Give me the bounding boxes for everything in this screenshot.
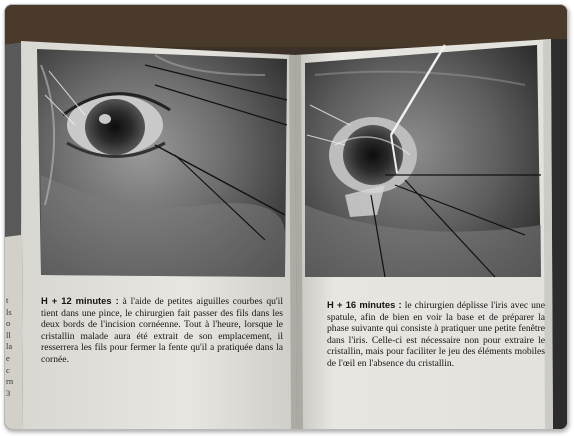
right-caption-heading: H + 16 minutes :: [327, 299, 402, 310]
margin-line: t: [6, 295, 9, 305]
right-page-caption: [327, 299, 545, 370]
margin-line: c: [6, 364, 10, 375]
previous-page-margin-text: [6, 295, 20, 399]
margin-line: ls: [6, 306, 12, 317]
margin-line: la: [6, 341, 13, 352]
margin-line: rn: [6, 376, 14, 387]
left-page-caption: [41, 295, 283, 366]
left-caption-heading: H + 12 minutes :: [41, 295, 119, 306]
margin-line: 3: [6, 387, 11, 398]
photo-frame: [4, 4, 568, 430]
margin-line: ll: [6, 329, 11, 340]
left-caption-text: à l'aide de petites aiguilles courbes qu'il tient dans une pince, le chirurgien fait passer des fils dans les deux bords de l'incision cornéenne. Tout à l'heure, lorsque le cristallin malade aura été extrait de son emplacement, il resserrera les fils pour fermer la fente qu'il a pratiquée dans la cornée.: [41, 296, 283, 365]
right-caption-text: le chirurgien déplisse l'iris avec une spatule, afin de bien en voir la base et de préparer la phase suivante qui consiste à pratiquer une petite fenêtre dans l'iris. Celle-ci est nécessaire non pour extraire le cristallin, mais pour faciliter le jeu des éléments mobiles de l'œil en l'absence du cristallin.: [327, 300, 545, 369]
margin-line: o: [6, 318, 11, 329]
margin-line: e: [6, 352, 10, 363]
